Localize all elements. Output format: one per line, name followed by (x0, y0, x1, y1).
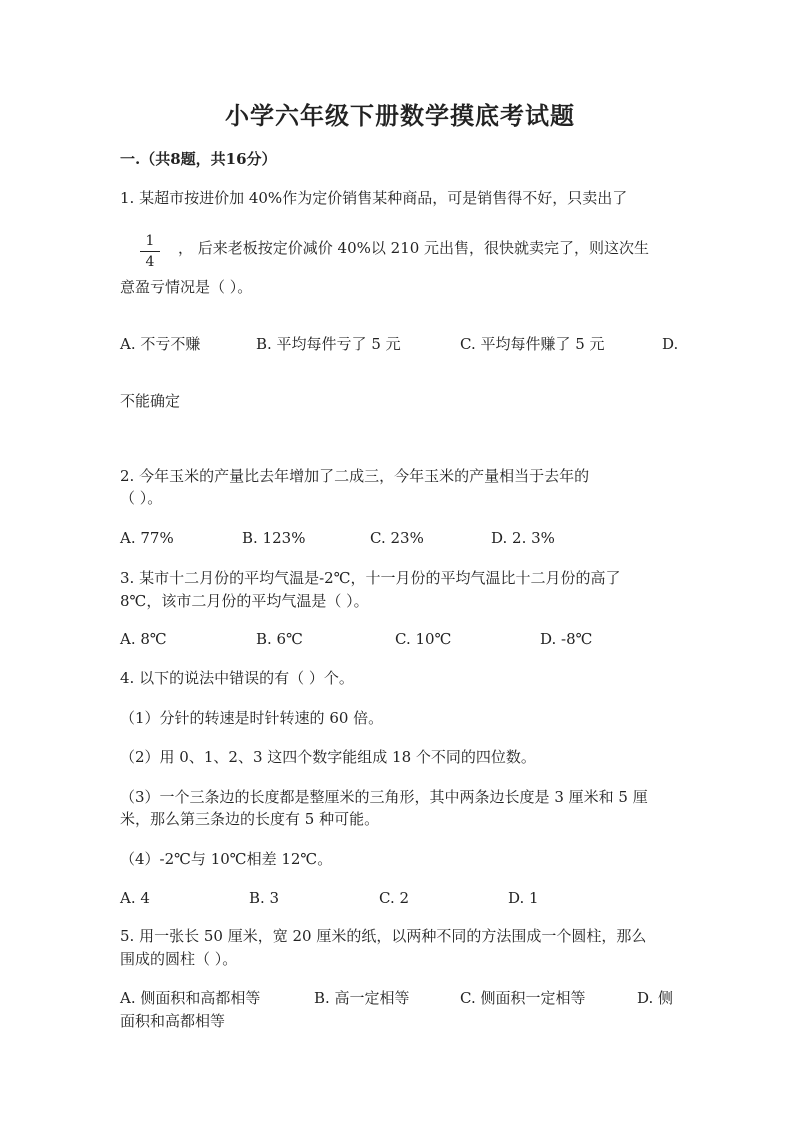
q3-line-1: 3. 某市十二月份的平均气温是-2℃，十一月份的平均气温比十二月份的高了 (120, 569, 621, 587)
q4-statement-3-continued: 米，那么第三条边的长度有 5 种可能。 (120, 810, 380, 828)
fraction-denominator: 4 (145, 254, 155, 270)
q4-option-a: A. 4 (120, 889, 150, 907)
q3-line-2: 8℃，该市二月份的平均气温是（ ）。 (120, 592, 369, 610)
q2-option-a: A. 77% (120, 529, 174, 547)
q2-line-2: （ ）。 (120, 489, 163, 507)
q5-option-a: A. 侧面积和高都相等 (120, 989, 261, 1007)
q1-line-1: 1. 某超市按进价加 40%作为定价销售某种商品，可是销售得不好，只卖出了 (120, 189, 628, 207)
q4-statement-3: （3）一个三条边的长度都是整厘米的三角形，其中两条边长度是 3 厘米和 5 厘 (120, 788, 648, 806)
q5-option-b: B. 高一定相等 (314, 989, 410, 1007)
q1-option-d: D. (662, 335, 679, 353)
q5-option-d: D. 侧 (637, 989, 674, 1007)
q5-line-2: 围成的圆柱（ ）。 (120, 950, 238, 968)
q2-line-1: 2. 今年玉米的产量比去年增加了二成三，今年玉米的产量相当于去年的 (120, 467, 590, 485)
q4-line-1: 4. 以下的说法中错误的有（ ）个。 (120, 669, 354, 687)
q4-option-d: D. 1 (508, 889, 539, 907)
q5-option-c: C. 侧面积一定相等 (460, 989, 586, 1007)
q1-option-d-continued: 不能确定 (120, 392, 181, 410)
q1-fraction (140, 233, 160, 270)
q4-option-b: B. 3 (249, 889, 280, 907)
q4-option-c: C. 2 (379, 889, 410, 907)
q5-option-d-continued: 面积和高都相等 (120, 1012, 226, 1030)
q2-option-d: D. 2. 3% (491, 529, 555, 547)
q1-line-2: ， 后来老板按定价减价 40%以 210 元出售，很快就卖完了，则这次生 (178, 239, 650, 257)
q1-line-3: 意盈亏情况是（ ）。 (120, 278, 253, 296)
q3-option-a: A. 8℃ (120, 630, 167, 648)
q2-option-c: C. 23% (370, 529, 424, 547)
q3-option-d: D. -8℃ (540, 630, 593, 648)
q3-option-b: B. 6℃ (256, 630, 303, 648)
q4-statement-1: （1）分针的转速是时针转速的 60 倍。 (120, 709, 384, 727)
q4-statement-4: （4）-2℃与 10℃相差 12℃。 (120, 850, 333, 868)
q4-statement-2: （2）用 0、1、2、3 这四个数字能组成 18 个不同的四位数。 (120, 748, 536, 766)
q1-option-b: B. 平均每件亏了 5 元 (256, 335, 401, 353)
fraction-bar (140, 251, 160, 252)
q5-line-1: 5. 用一张长 50 厘米，宽 20 厘米的纸，以两种不同的方法围成一个圆柱，那么 (120, 927, 647, 945)
page-title: 小学六年级下册数学摸底考试题 (225, 101, 575, 130)
q3-option-c: C. 10℃ (395, 630, 452, 648)
q1-option-c: C. 平均每件赚了 5 元 (460, 335, 605, 353)
q1-option-a: A. 不亏不赚 (120, 335, 201, 353)
section-heading: 一.（共8题，共16分） (120, 150, 277, 168)
q2-option-b: B. 123% (242, 529, 306, 547)
fraction-numerator: 1 (145, 233, 155, 249)
